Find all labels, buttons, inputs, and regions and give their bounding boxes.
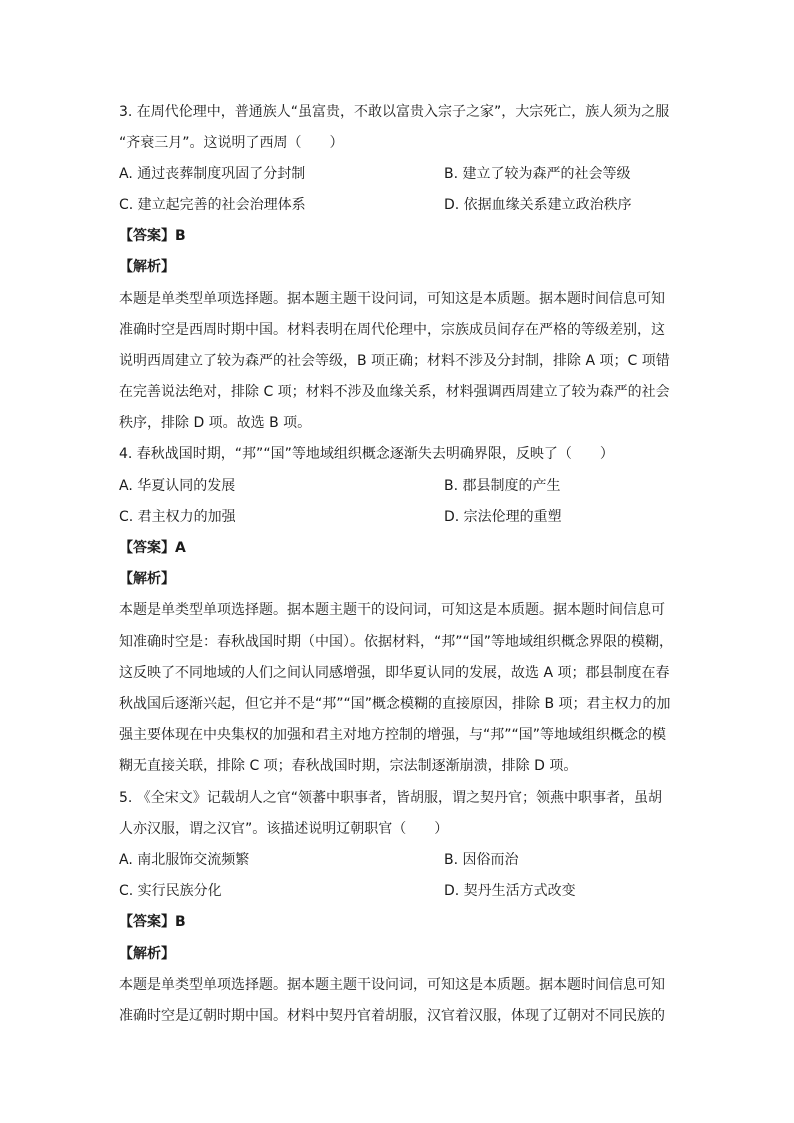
question-3-stem-line-1: 3. 在周代伦理中，普通族人“虽富贵，不敢以富贵入宗子之家”，大宗死亡，族人须为之服	[119, 104, 670, 120]
question-3-analysis-line: 说明西周建立了较为森严的社会等级，B 项正确；材料不涉及分封制，排除 A 项；C 项错	[119, 353, 670, 369]
question-4-analysis-line: 糊无直接关联，排除 C 项；春秋战国时期，宗法制逐渐崩溃，排除 D 项。	[119, 758, 578, 774]
question-5-answer: 【答案】B	[119, 914, 186, 930]
question-4-option-b: B. 郡县制度的产生	[444, 478, 561, 494]
question-4-analysis-label: 【解析】	[119, 571, 175, 587]
question-5-stem-line-1: 5. 《全宋文》记载胡人之官“领蕃中职事者，皆胡服，谓之契丹官；领燕中职事者，虽胡	[119, 790, 663, 806]
question-5-option-d: D. 契丹生活方式改变	[444, 883, 576, 899]
question-3-option-c: C. 建立起完善的社会治理体系	[119, 197, 306, 213]
question-3-stem-line-2: “齐衰三月”。这说明了西周（ ）	[119, 135, 344, 151]
question-4-option-d: D. 宗法伦理的重塑	[444, 509, 562, 525]
question-4-option-c: C. 君主权力的加强	[119, 509, 236, 525]
question-3-analysis-label: 【解析】	[119, 259, 175, 275]
question-5-option-c: C. 实行民族分化	[119, 883, 222, 899]
question-4-analysis-line: 本题是单类型单项选择题。据本题主题干的设问词，可知这是本质题。据本题时间信息可	[119, 602, 665, 618]
question-3-option-a: A. 通过丧葬制度巩固了分封制	[119, 166, 306, 182]
question-4-analysis-line: 知准确时空是：春秋战国时期（中国）。依据材料，“邦”“国”等地域组织概念界限的模糊，	[119, 634, 674, 650]
question-3-analysis-line: 准确时空是西周时期中国。材料表明在周代伦理中，宗族成员间存在严格的等级差别，这	[119, 322, 665, 338]
question-5-analysis-line: 准确时空是辽朝时期中国。材料中契丹官着胡服，汉官着汉服，体现了辽朝对不同民族的	[119, 1008, 665, 1024]
question-3-option-d: D. 依据血缘关系建立政治秩序	[444, 197, 632, 213]
question-5-analysis-line: 本题是单类型单项选择题。据本题主题干设问词，可知这是本质题。据本题时间信息可知	[119, 977, 665, 993]
question-5-stem-line-2: 人亦汉服，谓之汉官”。该描述说明辽朝职官（ ）	[119, 821, 449, 837]
question-3-option-b: B. 建立了较为森严的社会等级	[444, 166, 631, 182]
question-5-option-b: B. 因俗而治	[444, 852, 519, 868]
question-4-analysis-line: 秋战国后逐渐兴起，但它并不是“邦”“国”概念模糊的直接原因，排除 B 项；君主权力的加	[119, 696, 671, 712]
question-4-stem-line-1: 4. 春秋战国时期，“邦”“国”等地域组织概念逐渐失去明确界限，反映了（ ）	[119, 446, 614, 462]
question-4-analysis-line: 强主要体现在中央集权的加强和君主对地方控制的增强，与“邦”“国”等地域组织概念的模	[119, 727, 667, 743]
question-4-option-a: A. 华夏认同的发展	[119, 478, 236, 494]
question-4-analysis-line: 这反映了不同地域的人们之间认同感增强，即华夏认同的发展，故选 A 项；郡县制度在春	[119, 665, 670, 681]
question-3-answer: 【答案】B	[119, 228, 186, 244]
question-5-option-a: A. 南北服饰交流频繁	[119, 852, 250, 868]
question-5-analysis-label: 【解析】	[119, 946, 175, 962]
question-3-analysis-line: 秩序，排除 D 项。故选 B 项。	[119, 415, 312, 431]
question-4-answer: 【答案】A	[119, 540, 186, 556]
question-3-analysis-line: 本题是单类型单项选择题。据本题主题干设问词，可知这是本质题。据本题时间信息可知	[119, 291, 665, 307]
question-3-analysis-line: 在完善说法绝对，排除 C 项；材料不涉及血缘关系，材料强调西周建立了较为森严的社会	[119, 384, 670, 400]
